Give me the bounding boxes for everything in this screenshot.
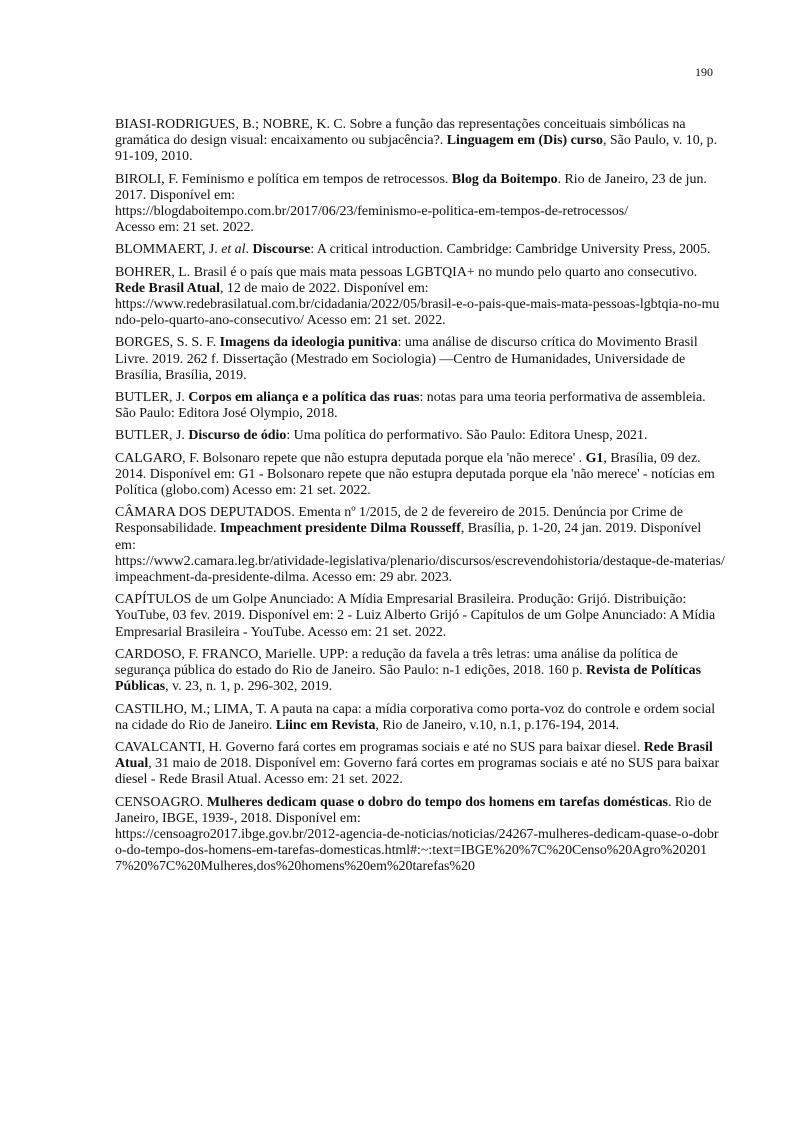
ref-text: . Rio de Janeiro, IBGE, 1939-, 2018. Disponível em: bbox=[115, 794, 712, 826]
ref-text: CÂMARA DOS DEPUTADOS. Ementa nº 1/2015, de 2 de fevereiro de 2015. Denúncia por Crime de Responsabilidade. bbox=[115, 505, 683, 537]
reference-entry bbox=[115, 172, 725, 237]
reference-entry bbox=[115, 390, 725, 422]
ref-title: Imagens da ideologia punitiva bbox=[219, 335, 398, 351]
ref-text: CARDOSO, F. FRANCO, Marielle. UPP: a redução da favela a três letras: uma análise da política de segurança pública do estado do Rio de Janeiro. São Paulo: n-1 edições, 2018. 160 p. bbox=[115, 646, 678, 679]
ref-title: Impeachment presidente Dilma Rousseff bbox=[219, 521, 461, 537]
ref-text: : Uma política do performativo. São Paulo: Editora Unesp, 2021. bbox=[286, 428, 648, 444]
ref-title: Blog da Boitempo bbox=[451, 171, 558, 187]
reference-list bbox=[115, 117, 725, 882]
ref-title: Corpos em aliança e a política das ruas bbox=[188, 390, 420, 406]
reference-entry bbox=[115, 265, 725, 330]
ref-title: Revista de Políticas Públicas bbox=[115, 663, 701, 695]
ref-title: Discurso de ódio bbox=[188, 428, 287, 444]
ref-url[interactable]: https://censoagro2017.ibge.gov.br/2012-agencia-de-noticias/noticias/24267-mulheres-dedicam-quase-o-dobro-do-tempo-dos-homens-em-tarefas-domesticas.html#:~:text=IBGE%20%7C%20Censo%20Agro%202017%20%7C%20Mulheres,dos%20homens%20em%20tarefas%20 bbox=[115, 826, 719, 875]
ref-text: , 12 de maio de 2022. Disponível em: bbox=[219, 280, 429, 296]
reference-entry bbox=[115, 702, 725, 734]
ref-text: BIASI-RODRIGUES, B.; NOBRE, K. C. Sobre a função das representações conceituais simbólicas na gramática do design visual: encaixamento ou subjacência?. bbox=[115, 117, 686, 149]
ref-url[interactable]: https://www.redebrasilatual.com.br/cidadania/2022/05/brasil-e-o-pais-que-mais-mata-pessoas-lgbtqia-no-mundo-pelo-quarto-ano-consecutivo/ bbox=[115, 297, 720, 329]
ref-text: , Brasília, 09 dez. 2014. Disponível em: G1 - Bolsonaro repete que não estupra deputada porque ela 'não merece' - notícias em Política (globo.com) Acesso em: 21 set. 2022. bbox=[115, 450, 715, 499]
ref-text: BIROLI, F. Feminismo e política em tempos de retrocessos. bbox=[115, 171, 452, 187]
ref-text: : uma análise de discurso crítica do Movimento Brasil Livre. 2019. 262 f. Dissertação (Mestrado em Sociologia) —Centro de Humanidades, Universidade de Brasília, Brasília, 2019. bbox=[115, 335, 698, 383]
ref-text: CENSOAGRO. bbox=[115, 794, 207, 810]
ref-text: , v. 23, n. 1, p. 296-302, 2019. bbox=[165, 679, 333, 695]
ref-title: G1 bbox=[585, 450, 604, 466]
ref-text: , Rio de Janeiro, v.10, n.1, p.176-194, 2014. bbox=[375, 717, 620, 733]
ref-text: : notas para uma teoria performativa de assembleia. São Paulo: Editora José Olympio, 2018. bbox=[115, 390, 706, 422]
ref-text: Acesso em: 29 abr. 2023. bbox=[309, 570, 453, 586]
reference-entry bbox=[115, 795, 725, 876]
ref-text: BUTLER, J. bbox=[115, 390, 189, 406]
reference-entry bbox=[115, 505, 725, 586]
ref-text: CALGARO, F. Bolsonaro repete que não estupra deputada porque ela 'não merece' . bbox=[115, 450, 586, 466]
ref-url[interactable]: https://blogdaboitempo.com.br/2017/06/23/feminismo-e-politica-em-tempos-de-retrocessos/ bbox=[115, 204, 629, 220]
ref-text: BLOMMAERT, J. bbox=[115, 242, 222, 258]
reference-entry bbox=[115, 451, 725, 500]
ref-text: Acesso em: 21 set. 2022. bbox=[304, 313, 446, 329]
ref-text: , Brasília, p. 1-20, 24 jan. 2019. Disponível em: bbox=[115, 521, 702, 553]
reference-entry bbox=[115, 242, 725, 258]
ref-text: CAPÍTULOS de um Golpe Anunciado: A Mídia Empresarial Brasileira. Produção: Grijó. Distribuição: YouTube, 03 fev. 2019. Disponível em: 2 - Luiz Alberto Grijó - Capítulos de um Golpe Anunciado: A Mídia Empresarial Brasileira - YouTube. Acesso em: 21 set. 2022. bbox=[115, 592, 716, 640]
reference-entry bbox=[115, 592, 725, 641]
ref-title: Discourse bbox=[252, 242, 311, 258]
reference-entry bbox=[115, 740, 725, 789]
ref-text: . Rio de Janeiro, 23 de jun. 2017. Disponível em: bbox=[115, 171, 707, 203]
page-number: 190 bbox=[695, 65, 713, 79]
ref-title: Mulheres dedicam quase o dobro do tempo dos homens em tarefas domésticas bbox=[206, 794, 668, 810]
ref-title: Liinc em Revista bbox=[275, 717, 376, 733]
ref-text: . bbox=[245, 242, 253, 258]
ref-italic: et al bbox=[221, 242, 246, 258]
ref-text: , São Paulo, v. 10, p. 91-109, 2010. bbox=[115, 133, 718, 165]
ref-title: Linguagem em (Dis) curso bbox=[446, 133, 603, 149]
reference-entry bbox=[115, 335, 725, 384]
ref-text: , 31 maio de 2018. Disponível em: Governo fará cortes em programas sociais e até no SUS para baixar diesel - Rede Brasil Atual. Acesso em: 21 set. 2022. bbox=[115, 756, 720, 788]
ref-text: BOHRER, L. Brasil é o país que mais mata pessoas LGBTQIA+ no mundo pelo quarto ano consecutivo. bbox=[115, 264, 698, 280]
ref-text: CAVALCANTI, H. Governo fará cortes em programas sociais e até no SUS para baixar diesel. bbox=[115, 739, 644, 755]
ref-text: : A critical introduction. Cambridge: Cambridge University Press, 2005. bbox=[310, 242, 711, 258]
reference-entry bbox=[115, 117, 725, 166]
ref-text: CASTILHO, M.; LIMA, T. A pauta na capa: a mídia corporativa como porta-voz do controle e ordem social na cidade do Rio de Janeiro. bbox=[115, 701, 716, 733]
ref-text: BUTLER, J. bbox=[115, 428, 189, 444]
ref-url[interactable]: https://www2.camara.leg.br/atividade-legislativa/plenario/discursos/escrevendohistoria/destaque-de-materias/impeachment-da-presidente-dilma. bbox=[115, 553, 725, 586]
ref-text: BORGES, S. S. F. bbox=[115, 335, 220, 351]
ref-title: Rede Brasil Atual bbox=[115, 280, 220, 296]
reference-entry bbox=[115, 647, 725, 696]
ref-text: Acesso em: 21 set. 2022. bbox=[115, 220, 254, 236]
reference-entry bbox=[115, 428, 725, 444]
ref-title: Rede Brasil Atual bbox=[115, 739, 713, 772]
